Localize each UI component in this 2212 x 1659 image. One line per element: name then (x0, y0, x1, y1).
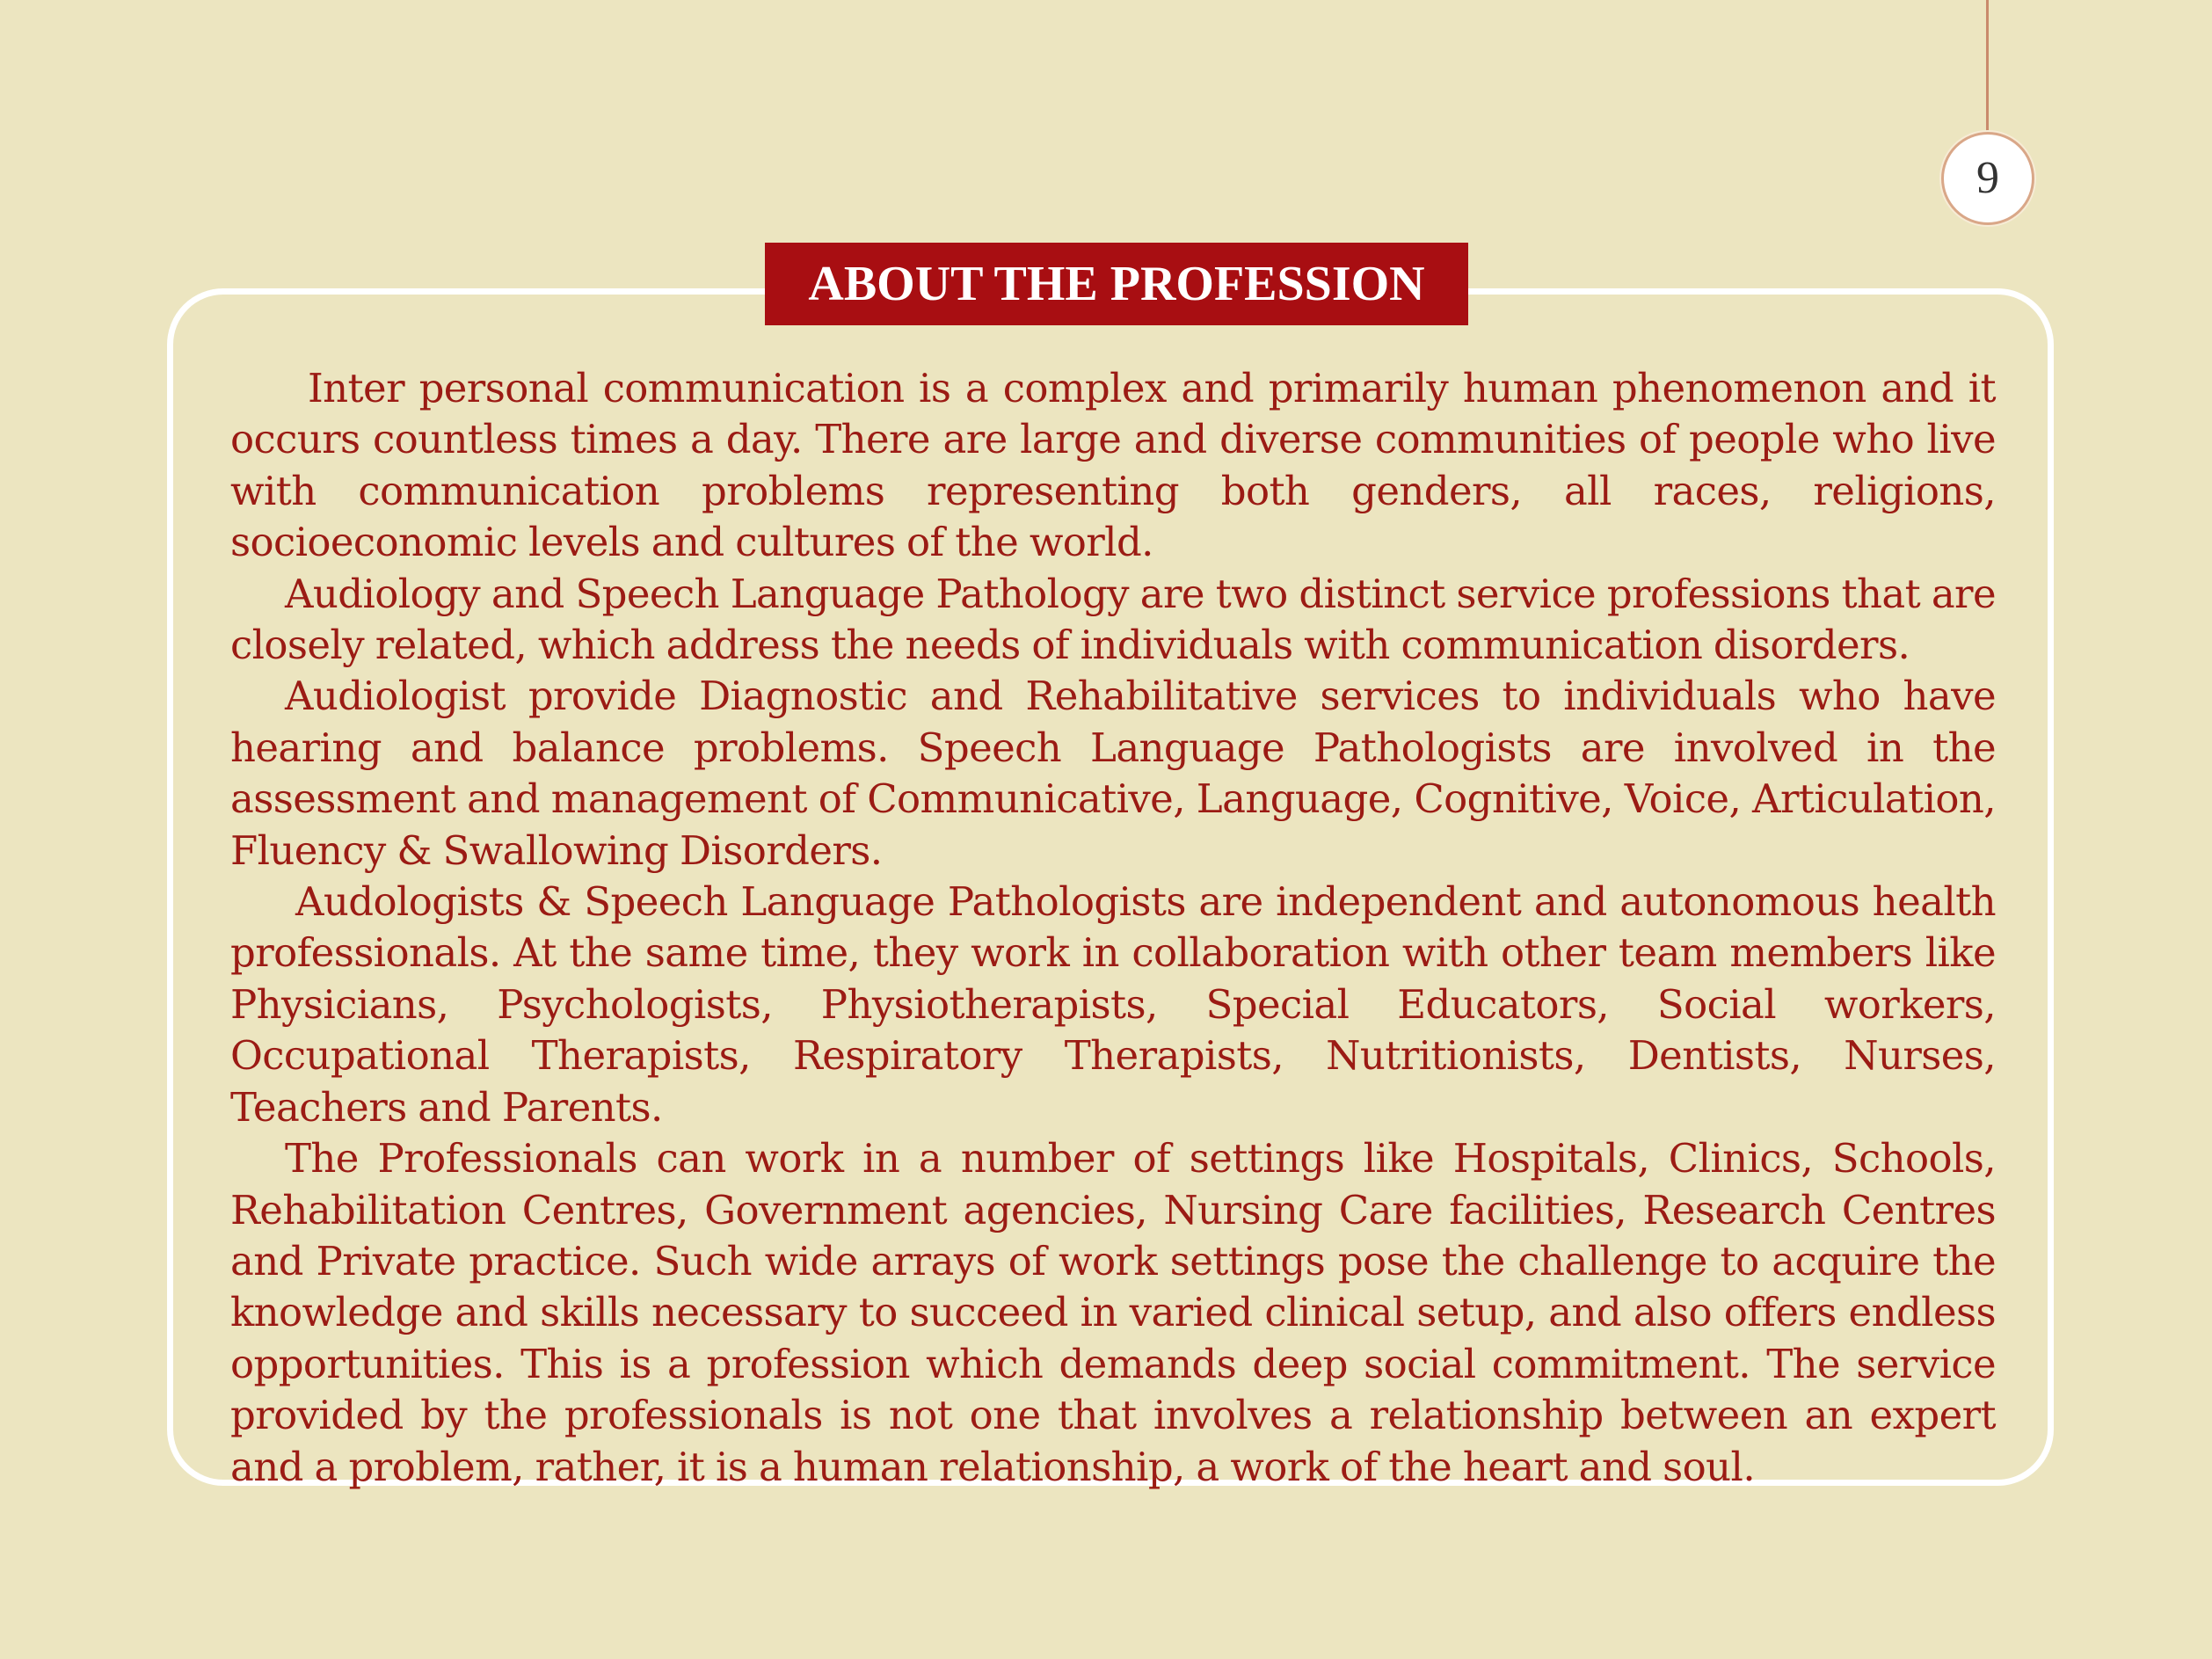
paragraph-disciplines: Audiology and Speech Language Pathology are two distinct service professions that are closely related, which address the needs of individuals with communication disorders. (230, 570, 1996, 669)
body-text (230, 363, 1996, 1493)
page-number: 9 (1976, 153, 1999, 203)
paragraph-collaboration: Audologists & Speech Language Pathologists are independent and autonomous health professionals. At the same time, they work in collaboration with other team members like Physicians, Psychologists, Physiotherapists, Special Educators, Social workers, Occupational Therapists, Respiratory Therapists, Nutritionists, Dentists, Nurses, Teachers and Parents. (230, 878, 1996, 1131)
paragraph-communication: Inter personal communication is a complex and primarily human phenomenon and it occurs countless times a day. There are large and diverse communities of people who live with communication problems representing both genders, all races, religions, socioeconomic levels and cultures of the world. (230, 365, 1996, 566)
paragraph-roles: Audiologist provide Diagnostic and Rehabilitative services to individuals who have hearing and balance problems. Speech Language Pathologists are involved in the assessment and management of Communicative, Language, Cognitive, Voice, Articulation, Fluency & Swallowing Disorders. (230, 673, 1996, 874)
section-title: ABOUT THE PROFESSION (765, 243, 1468, 325)
page-number-badge (1941, 132, 2034, 225)
paragraph-settings: The Professionals can work in a number of settings like Hospitals, Clinics, Schools, Rehabilitation Centres, Government agencies, Nursing Care facilities, Research Centres and Private practice. Such wide arrays of work settings pose the challenge to acquire the knowledge and skills necessary to succeed in varied clinical setup, and also offers endless opportunities. This is a profession which demands deep social commitment. The service provided by the professionals is not one that involves a relationship between an expert and a problem, rather, it is a human relationship, a work of the heart and soul. (230, 1135, 1996, 1490)
page-marker-line (1986, 0, 1989, 134)
